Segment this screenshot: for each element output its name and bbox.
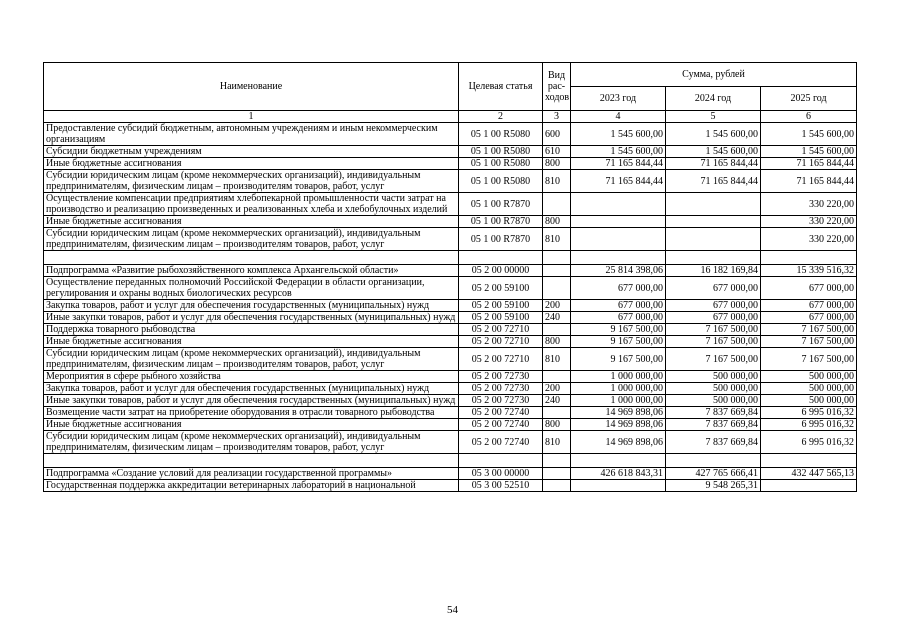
cell-name: Закупка товаров, работ и услуг для обеспечения государственных (муниципальных) нужд xyxy=(44,383,459,395)
cell-expense-type: 810 xyxy=(543,228,571,251)
cell-target-code: 05 2 00 72740 xyxy=(459,407,543,419)
cell-amount-2024: 1 545 600,00 xyxy=(666,146,761,158)
cell-expense-type: 810 xyxy=(543,170,571,193)
table-row xyxy=(44,312,857,324)
cell-name: Иные бюджетные ассигнования xyxy=(44,158,459,170)
cell-amount-2025: 432 447 565,13 xyxy=(761,468,857,480)
cell-amount-2025 xyxy=(761,251,857,265)
cell-amount-2024 xyxy=(666,216,761,228)
cell-name: Субсидии бюджетным учреждениям xyxy=(44,146,459,158)
cell-amount-2025: 677 000,00 xyxy=(761,277,857,300)
column-index: 4 xyxy=(571,111,666,123)
cell-name: Государственная поддержка аккредитации ветеринарных лабораторий в национальной xyxy=(44,480,459,492)
cell-name: Субсидии юридическим лицам (кроме некоммерческих организаций), индивидуальным предпринимателям, физическим лицам – производителям товаров, работ, услуг xyxy=(44,228,459,251)
cell-target-code: 05 1 00 R5080 xyxy=(459,170,543,193)
cell-expense-type: 240 xyxy=(543,395,571,407)
cell-amount-2025: 7 167 500,00 xyxy=(761,348,857,371)
cell-amount-2023: 9 167 500,00 xyxy=(571,324,666,336)
cell-target-code: 05 2 00 00000 xyxy=(459,265,543,277)
table-row xyxy=(44,431,857,454)
cell-expense-type xyxy=(543,468,571,480)
cell-amount-2025: 71 165 844,44 xyxy=(761,158,857,170)
cell-amount-2024 xyxy=(666,228,761,251)
cell-amount-2024: 677 000,00 xyxy=(666,300,761,312)
cell-target-code: 05 2 00 72710 xyxy=(459,336,543,348)
cell-amount-2025: 500 000,00 xyxy=(761,383,857,395)
cell-expense-type: 600 xyxy=(543,123,571,146)
budget-table xyxy=(43,62,857,492)
cell-amount-2024 xyxy=(666,193,761,216)
cell-name: Иные закупки товаров, работ и услуг для обеспечения государственных (муниципальных) нужд xyxy=(44,312,459,324)
cell-amount-2024: 1 545 600,00 xyxy=(666,123,761,146)
column-index: 1 xyxy=(44,111,459,123)
cell-target-code: 05 2 00 59100 xyxy=(459,300,543,312)
cell-target-code: 05 1 00 R5080 xyxy=(459,158,543,170)
cell-target-code: 05 1 00 R5080 xyxy=(459,146,543,158)
cell-amount-2024: 71 165 844,44 xyxy=(666,158,761,170)
cell-amount-2023: 1 545 600,00 xyxy=(571,146,666,158)
table-row xyxy=(44,454,857,468)
table-row xyxy=(44,228,857,251)
cell-target-code: 05 1 00 R7870 xyxy=(459,193,543,216)
cell-amount-2024: 7 837 669,84 xyxy=(666,431,761,454)
cell-amount-2023: 1 000 000,00 xyxy=(571,371,666,383)
cell-target-code xyxy=(459,251,543,265)
subprogram-row xyxy=(44,265,857,277)
cell-expense-type: 610 xyxy=(543,146,571,158)
cell-target-code: 05 2 00 59100 xyxy=(459,277,543,300)
cell-amount-2025: 500 000,00 xyxy=(761,371,857,383)
cell-amount-2024: 7 167 500,00 xyxy=(666,336,761,348)
cell-amount-2023 xyxy=(571,480,666,492)
cell-expense-type xyxy=(543,371,571,383)
cell-amount-2023: 14 969 898,06 xyxy=(571,431,666,454)
cell-name: Иные бюджетные ассигнования xyxy=(44,216,459,228)
cell-amount-2025 xyxy=(761,480,857,492)
column-index: 2 xyxy=(459,111,543,123)
cell-amount-2024: 7 167 500,00 xyxy=(666,348,761,371)
table-row xyxy=(44,193,857,216)
cell-amount-2023: 14 969 898,06 xyxy=(571,407,666,419)
cell-amount-2025: 677 000,00 xyxy=(761,300,857,312)
cell-expense-type: 800 xyxy=(543,158,571,170)
header-sum: Сумма, рублей xyxy=(571,63,857,87)
cell-amount-2023 xyxy=(571,216,666,228)
cell-name: Иные бюджетные ассигнования xyxy=(44,336,459,348)
cell-expense-type xyxy=(543,265,571,277)
cell-target-code: 05 2 00 72710 xyxy=(459,324,543,336)
cell-amount-2023: 1 545 600,00 xyxy=(571,123,666,146)
table-row xyxy=(44,336,857,348)
cell-expense-type: 800 xyxy=(543,336,571,348)
table-row xyxy=(44,216,857,228)
cell-amount-2025 xyxy=(761,454,857,468)
cell-amount-2025: 677 000,00 xyxy=(761,312,857,324)
cell-amount-2024: 677 000,00 xyxy=(666,312,761,324)
table-row xyxy=(44,480,857,492)
cell-amount-2023: 677 000,00 xyxy=(571,277,666,300)
cell-expense-type: 810 xyxy=(543,348,571,371)
cell-amount-2025: 330 220,00 xyxy=(761,216,857,228)
cell-amount-2023 xyxy=(571,251,666,265)
cell-amount-2023 xyxy=(571,228,666,251)
header-2025: 2025 год xyxy=(761,87,857,111)
cell-expense-type xyxy=(543,407,571,419)
cell-name: Поддержка товарного рыбоводства xyxy=(44,324,459,336)
cell-expense-type: 240 xyxy=(543,312,571,324)
table-row xyxy=(44,146,857,158)
cell-amount-2025: 330 220,00 xyxy=(761,193,857,216)
cell-target-code: 05 2 00 72730 xyxy=(459,383,543,395)
cell-name: Возмещение части затрат на приобретение оборудования в отрасли товарного рыбоводства xyxy=(44,407,459,419)
header-2024: 2024 год xyxy=(666,87,761,111)
table-body xyxy=(44,123,857,492)
cell-target-code: 05 2 00 72740 xyxy=(459,419,543,431)
cell-name: Мероприятия в сфере рыбного хозяйства xyxy=(44,371,459,383)
cell-amount-2023: 1 000 000,00 xyxy=(571,395,666,407)
header-2023: 2023 год xyxy=(571,87,666,111)
cell-name: Осуществление переданных полномочий Российской Федерации в области организации, регулирования и охраны водных биологических ресурсов xyxy=(44,277,459,300)
cell-amount-2024: 677 000,00 xyxy=(666,277,761,300)
cell-amount-2025: 6 995 016,32 xyxy=(761,407,857,419)
cell-target-code: 05 2 00 59100 xyxy=(459,312,543,324)
cell-amount-2024: 427 765 666,41 xyxy=(666,468,761,480)
table-row xyxy=(44,300,857,312)
cell-target-code: 05 3 00 00000 xyxy=(459,468,543,480)
cell-target-code xyxy=(459,454,543,468)
cell-amount-2024: 500 000,00 xyxy=(666,383,761,395)
cell-name: Субсидии юридическим лицам (кроме некоммерческих организаций), индивидуальным предпринимателям, физическим лицам – производителям товаров, работ, услуг xyxy=(44,348,459,371)
cell-expense-type xyxy=(543,324,571,336)
cell-name xyxy=(44,454,459,468)
cell-amount-2024: 7 167 500,00 xyxy=(666,324,761,336)
cell-expense-type: 200 xyxy=(543,383,571,395)
cell-name xyxy=(44,251,459,265)
table-row xyxy=(44,371,857,383)
table-row xyxy=(44,170,857,193)
cell-expense-type: 200 xyxy=(543,300,571,312)
cell-amount-2023: 1 000 000,00 xyxy=(571,383,666,395)
cell-target-code: 05 2 00 72730 xyxy=(459,371,543,383)
cell-amount-2025: 15 339 516,32 xyxy=(761,265,857,277)
cell-amount-2025: 7 167 500,00 xyxy=(761,336,857,348)
cell-target-code: 05 2 00 72730 xyxy=(459,395,543,407)
header-target: Целевая статья xyxy=(459,63,543,111)
cell-target-code: 05 1 00 R7870 xyxy=(459,216,543,228)
table-row xyxy=(44,395,857,407)
header-name: Наименование xyxy=(44,63,459,111)
cell-expense-type: 800 xyxy=(543,419,571,431)
cell-amount-2025: 500 000,00 xyxy=(761,395,857,407)
column-index: 6 xyxy=(761,111,857,123)
cell-amount-2023: 71 165 844,44 xyxy=(571,170,666,193)
cell-amount-2024 xyxy=(666,251,761,265)
cell-amount-2023 xyxy=(571,454,666,468)
table-row xyxy=(44,158,857,170)
cell-amount-2023: 71 165 844,44 xyxy=(571,158,666,170)
cell-name: Субсидии юридическим лицам (кроме некоммерческих организаций), индивидуальным предпринимателям, физическим лицам – производителям товаров, работ, услуг xyxy=(44,431,459,454)
cell-expense-type xyxy=(543,193,571,216)
cell-amount-2025: 71 165 844,44 xyxy=(761,170,857,193)
cell-amount-2023: 9 167 500,00 xyxy=(571,336,666,348)
cell-amount-2023: 14 969 898,06 xyxy=(571,419,666,431)
cell-amount-2023 xyxy=(571,193,666,216)
table-row xyxy=(44,419,857,431)
column-index: 5 xyxy=(666,111,761,123)
cell-amount-2025: 1 545 600,00 xyxy=(761,146,857,158)
cell-expense-type xyxy=(543,454,571,468)
table-row xyxy=(44,407,857,419)
column-index-row xyxy=(44,111,857,123)
cell-name: Иные бюджетные ассигнования xyxy=(44,419,459,431)
table-row xyxy=(44,277,857,300)
table-row xyxy=(44,383,857,395)
cell-name: Закупка товаров, работ и услуг для обеспечения государственных (муниципальных) нужд xyxy=(44,300,459,312)
table-header xyxy=(44,63,857,123)
table-row xyxy=(44,251,857,265)
cell-amount-2025: 330 220,00 xyxy=(761,228,857,251)
table-row xyxy=(44,123,857,146)
cell-amount-2023: 426 618 843,31 xyxy=(571,468,666,480)
cell-amount-2025: 7 167 500,00 xyxy=(761,324,857,336)
cell-amount-2023: 25 814 398,06 xyxy=(571,265,666,277)
cell-name: Подпрограмма «Развитие рыбохозяйственного комплекса Архангельской области» xyxy=(44,265,459,277)
cell-expense-type xyxy=(543,277,571,300)
cell-amount-2024: 500 000,00 xyxy=(666,395,761,407)
cell-amount-2024: 7 837 669,84 xyxy=(666,419,761,431)
cell-amount-2024: 9 548 265,31 xyxy=(666,480,761,492)
cell-target-code: 05 2 00 72710 xyxy=(459,348,543,371)
cell-name: Подпрограмма «Создание условий для реализации государственной программы» xyxy=(44,468,459,480)
cell-expense-type xyxy=(543,251,571,265)
page-number: 54 xyxy=(447,604,458,616)
cell-name: Субсидии юридическим лицам (кроме некоммерческих организаций), индивидуальным предпринимателям, физическим лицам – производителям товаров, работ, услуг xyxy=(44,170,459,193)
cell-amount-2024: 16 182 169,84 xyxy=(666,265,761,277)
header-vid: Вид рас-ходов xyxy=(543,63,571,111)
cell-target-code: 05 1 00 R5080 xyxy=(459,123,543,146)
cell-amount-2024 xyxy=(666,454,761,468)
cell-target-code: 05 1 00 R7870 xyxy=(459,228,543,251)
cell-amount-2023: 9 167 500,00 xyxy=(571,348,666,371)
cell-amount-2025: 1 545 600,00 xyxy=(761,123,857,146)
cell-name: Иные закупки товаров, работ и услуг для обеспечения государственных (муниципальных) нужд xyxy=(44,395,459,407)
cell-expense-type: 810 xyxy=(543,431,571,454)
cell-amount-2024: 500 000,00 xyxy=(666,371,761,383)
cell-amount-2024: 71 165 844,44 xyxy=(666,170,761,193)
cell-amount-2025: 6 995 016,32 xyxy=(761,431,857,454)
cell-target-code: 05 3 00 52510 xyxy=(459,480,543,492)
cell-amount-2023: 677 000,00 xyxy=(571,312,666,324)
cell-target-code: 05 2 00 72740 xyxy=(459,431,543,454)
cell-amount-2024: 7 837 669,84 xyxy=(666,407,761,419)
cell-amount-2023: 677 000,00 xyxy=(571,300,666,312)
cell-expense-type: 800 xyxy=(543,216,571,228)
cell-expense-type xyxy=(543,480,571,492)
subprogram-row xyxy=(44,468,857,480)
column-index: 3 xyxy=(543,111,571,123)
table-row xyxy=(44,324,857,336)
cell-name: Осуществление компенсации предприятиям хлебопекарной промышленности части затрат на производство и реализацию произведенных и реализованных хлеба и хлебобулочных изделий xyxy=(44,193,459,216)
cell-name: Предоставление субсидий бюджетным, автономным учреждениям и иным некоммерческим организациям xyxy=(44,123,459,146)
table-row xyxy=(44,348,857,371)
cell-amount-2025: 6 995 016,32 xyxy=(761,419,857,431)
